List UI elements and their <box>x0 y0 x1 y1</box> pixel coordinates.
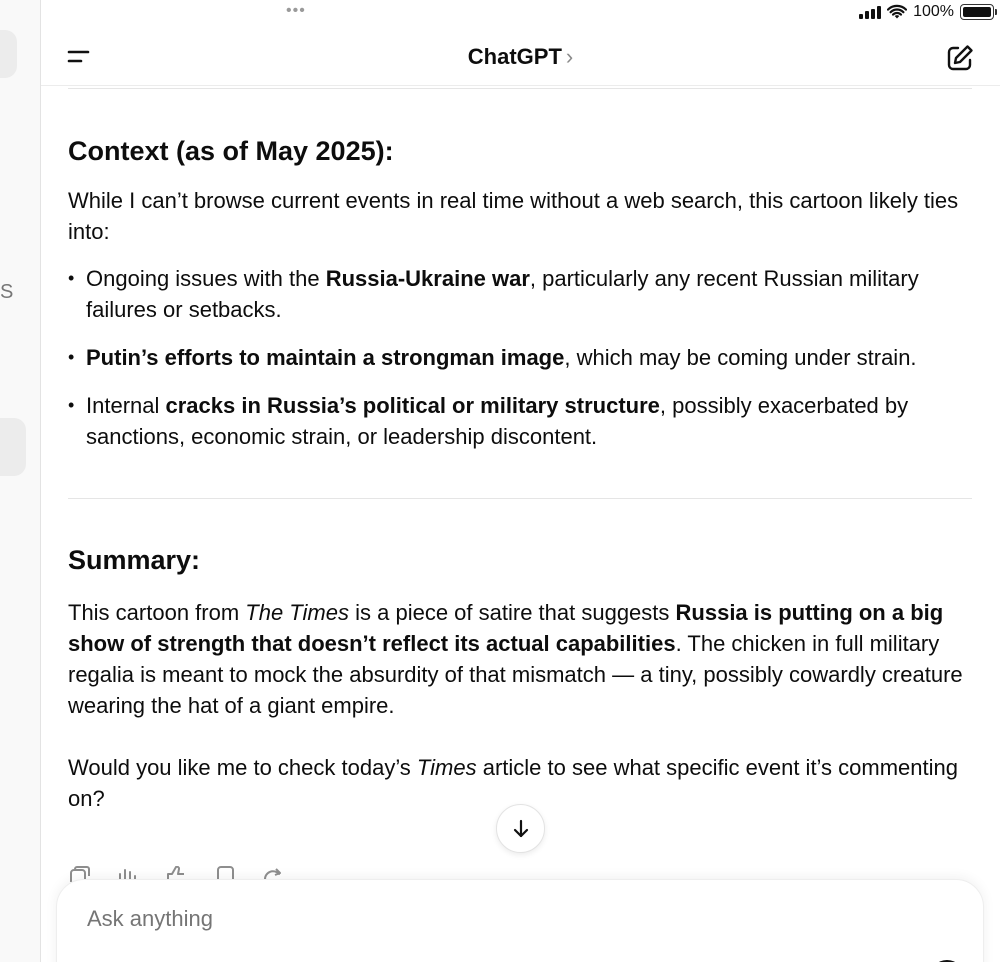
wifi-icon <box>887 4 907 20</box>
model-selector[interactable] <box>41 44 1000 70</box>
page-title: ChatGPT <box>467 44 562 69</box>
arrow-down-icon <box>510 818 532 840</box>
sidebar-card[interactable] <box>0 418 26 476</box>
new-chat-icon <box>944 42 976 74</box>
section-heading: Context (as of May 2025): <box>68 136 394 166</box>
sidebar-edge <box>0 0 41 962</box>
list-item: • Internal cracks in Russia’s political or military structure, possibly exacerbated by sanctions, economic strain, or leadership discontent. <box>68 390 972 452</box>
scroll-to-bottom-button[interactable] <box>496 804 545 853</box>
bullet-list <box>68 263 972 452</box>
status-bar <box>41 0 1000 28</box>
battery-percent: 100% <box>913 3 954 20</box>
paragraph: While I can’t browse current events in real time without a web search, this cartoon likely ties into: <box>68 188 959 244</box>
cellular-signal-icon <box>859 6 881 19</box>
assistant-message <box>68 88 972 814</box>
sidebar-partial-text: S <box>0 281 14 303</box>
chevron-right-icon: › <box>565 44 574 69</box>
section-heading: Summary: <box>68 545 201 575</box>
battery-icon <box>960 4 994 20</box>
chat-header <box>41 30 1000 86</box>
message-input[interactable] <box>87 906 887 932</box>
composer <box>56 879 984 962</box>
multitasking-dots-icon[interactable]: ••• <box>286 2 306 19</box>
new-chat-button[interactable] <box>944 42 976 74</box>
list-item: • Putin’s efforts to maintain a strongman image, which may be coming under strain. <box>68 342 972 373</box>
paragraph: This cartoon from The Times is a piece of satire that suggests Russia is putting on a big show of strength that doesn’t reflect its actual capabilities. The chicken in full military regalia is meant to mock the absurdity of that mismatch — a tiny, possibly cowardly creature wearing the hat of a giant empire. <box>68 600 963 718</box>
paragraph: Would you like me to check today’s Times article to see what specific event it’s commenting on? <box>68 755 958 811</box>
status-indicators <box>859 3 994 21</box>
divider <box>68 88 972 89</box>
list-item: • Ongoing issues with the Russia-Ukraine war, particularly any recent Russian military failures or setbacks. <box>68 263 972 325</box>
sidebar-card[interactable] <box>0 30 17 78</box>
divider <box>68 498 972 499</box>
